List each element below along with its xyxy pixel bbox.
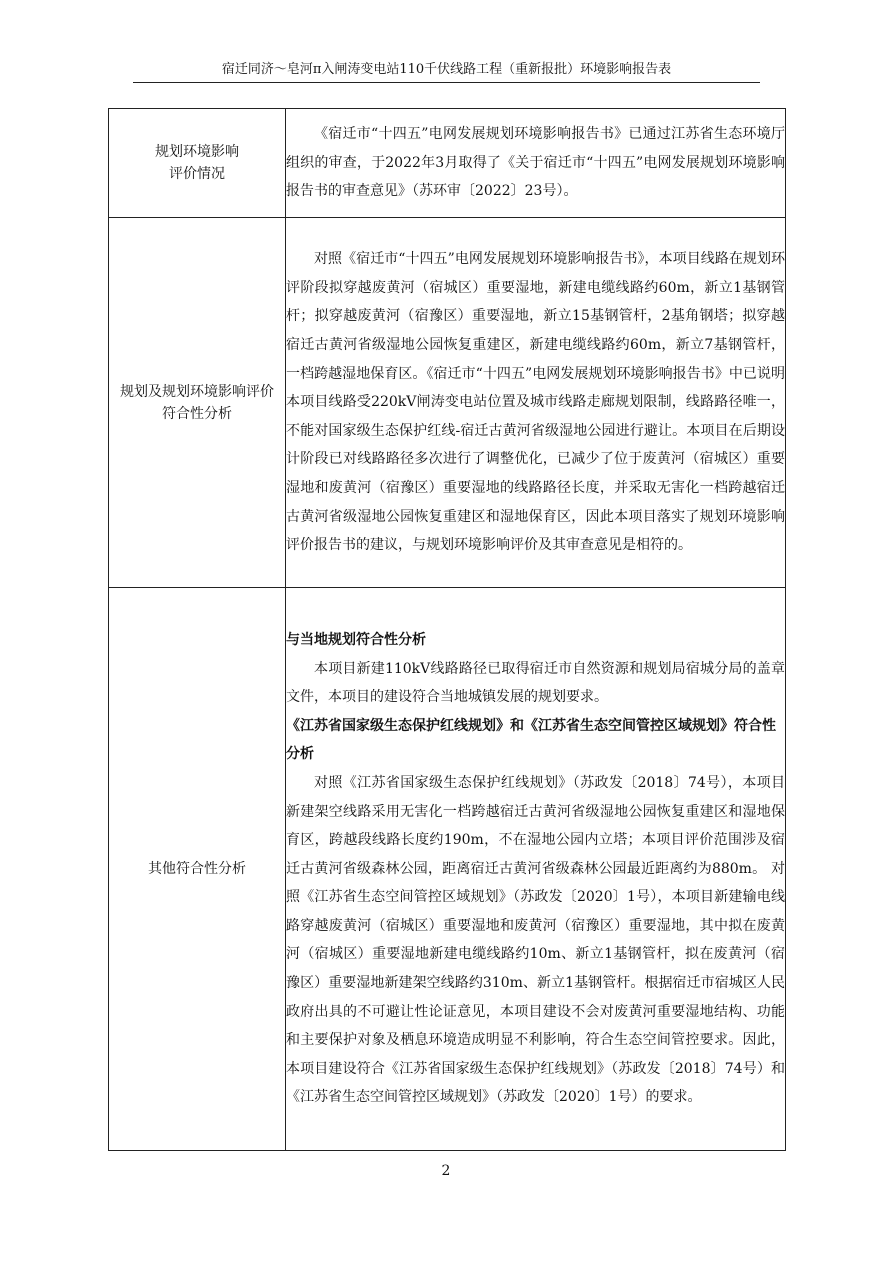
page-number: 2 [441,1163,451,1179]
table-row [109,588,786,1151]
row-content [286,588,786,1151]
row-content [286,109,786,218]
content-paragraph: 对照《江苏省国家级生态保护红线规划》（苏政发〔2018〕74号），本项目新建架空线路采用无害化一档跨越宿迁古黄河省级湿地公园恢复重建区和湿地保育区，跨越段线路长度约190m，不在湿地公园内立塔；本项目评价范围涉及宿迁古黄河省级森林公园，距离宿迁古黄河省级森林公园最近距离约为880m。 对照《江苏省生态空间管控区域规划》（苏政发〔2020〕1号），本项目新建输电线路穿越废黄河（宿城区）重要湿地和废黄河（宿豫区）重要湿地，其中拟在废黄河（宿城区）重要湿地新建电缆线路约10m、新立1基钢管杆，拟在废黄河（宿豫区）重要湿地新建架空线路约310m、新立1基钢管杆。根据宿迁市宿城区人民政府出具的不可避让性论证意见，本项目建设不会对废黄河重要湿地结构、功能和主要保护对象及栖息环境造成明显不利影响，符合生态空间管控要求。因此，本项目建设符合《江苏省国家级生态保护红线规划》（苏政发〔2018〕74号）和《江苏省生态空间管控区域规划》（苏政发〔2020〕1号）的要求。 [286,774,785,1106]
header-title: 宿迁同济～皂河π入闸涛变电站110千伏线路工程（重新报批）环境影响报告表 [221,62,672,77]
row-label-line: 规划及规划环境影响评价 [120,383,274,400]
table-row [109,218,786,588]
page-header [133,60,760,83]
assessment-table [108,108,786,1151]
row-label [109,218,286,588]
row-label-line: 规划环境影响 [155,144,239,160]
row-content [286,218,786,588]
table-row [109,109,786,218]
content-paragraph: 《宿迁市“十四五”电网发展规划环境影响报告书》已通过江苏省生态环境厅组织的审查，于2022年3月取得了《关于宿迁市“十四五”电网发展规划环境影响报告书的审查意见》（苏环审〔2022〕23号）。 [286,126,785,200]
row-label-line: 其他符合性分析 [148,861,246,877]
row-label [109,588,286,1151]
row-label-line: 评价情况 [169,166,225,182]
section-heading: 《江苏省国家级生态保护红线规划》和《江苏省生态空间管控区域规划》符合性分析 [286,717,776,763]
content-paragraph: 本项目新建110kV线路路径已取得宿迁市自然资源和规划局宿城分局的盖章文件，本项目的建设符合当地城镇发展的规划要求。 [286,660,785,706]
row-label-line: 符合性分析 [162,405,232,422]
content-paragraph: 对照《宿迁市“十四五”电网发展规划环境影响报告书》，本项目线路在规划环评阶段拟穿越废黄河（宿城区）重要湿地，新建电缆线路约60m，新立1基钢管杆；拟穿越废黄河（宿豫区）重要湿地，新立15基钢管杆，2基角钢塔；拟穿越宿迁古黄河省级湿地公园恢复重建区，新建电缆线路约60m，新立7基钢管杆，一档跨越湿地保育区。《宿迁市“十四五”电网发展规划环境影响报告书》中已说明本项目线路受220kV闸涛变电站位置及城市线路走廊规划限制，线路路径唯一，不能对国家级生态保护红线-宿迁古黄河省级湿地公园进行避让。本项目在后期设计阶段已对线路路径多次进行了调整优化，已减少了位于废黄河（宿城区）重要湿地和废黄河（宿豫区）重要湿地的线路路径长度，并采取无害化一档跨越宿迁古黄河省级湿地公园恢复重建区和湿地保育区，因此本项目落实了规划环境影响评价报告书的建议，与规划环境影响评价及其审查意见是相符的。 [286,251,785,554]
row-label [109,109,286,218]
section-heading: 与当地规划符合性分析 [286,631,426,648]
